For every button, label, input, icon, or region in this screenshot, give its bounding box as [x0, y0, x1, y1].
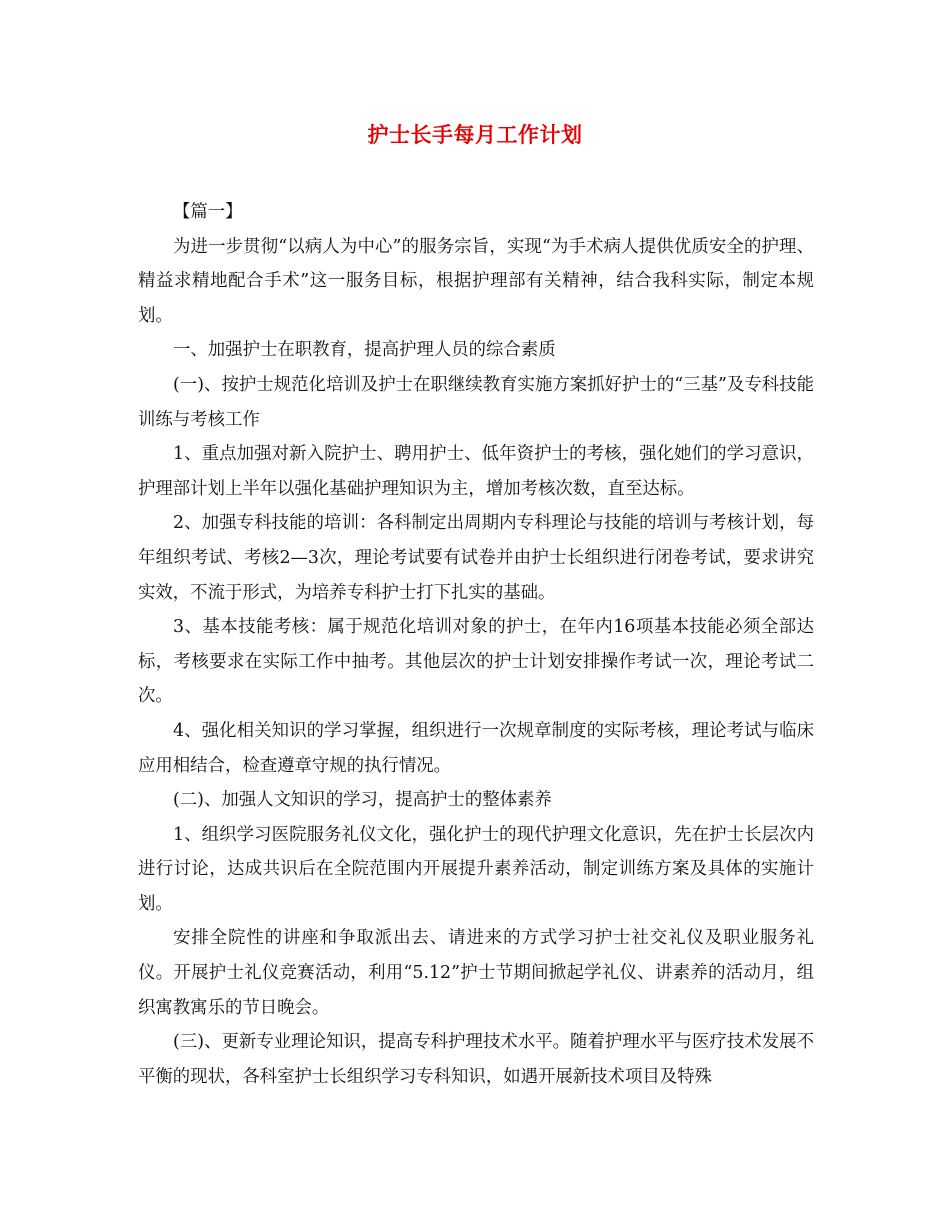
paragraph: (一)、按护士规范化培训及护士在职继续教育实施方案抓好护士的“三基”及专科技能训练与考核工作	[138, 374, 814, 430]
paragraph: 为进一步贯彻“以病人为中心”的服务宗旨，实现“为手术病人提供优质安全的护理、精益求精地配合手术”这一服务目标，根据护理部有关精神，结合我科实际，制定本规划。	[138, 236, 814, 326]
paragraph: 一、加强护士在职教育，提高护理人员的综合素质	[173, 340, 556, 361]
paragraph: (二)、加强人文知识的学习，提高护士的整体素养	[173, 790, 552, 811]
paragraph: 1、重点加强对新入院护士、聘用护士、低年资护士的考核，强化她们的学习意识，护理部计划上半年以强化基础护理知识为主，增加考核次数，直至达标。	[138, 444, 814, 499]
document-title: 护士长手每月工作计划	[367, 122, 583, 147]
paragraph: 3、基本技能考核：属于规范化培训对象的护士，在年内16项基本技能必须全部达标，考核要求在实际工作中抽考。其他层次的护士计划安排操作考试一次，理论考试二次。	[138, 617, 814, 707]
paragraph: 2、加强专科技能的培训：各科制定出周期内专科理论与技能的培训与考核计划，每年组织考试、考核2—3次，理论考试要有试卷并由护士长组织进行闭卷考试，要求讲究实效，不流于形式，为培养专科护士打下扎实的基础。	[138, 513, 814, 603]
document-body	[138, 195, 814, 1094]
paragraph: 1、组织学习医院服务礼仪文化，强化护士的现代护理文化意识，先在护士长层次内进行讨论，达成共识后在全院范围内开展提升素养活动，制定训练方案及具体的实施计划。	[138, 824, 814, 914]
paragraph: (三)、更新专业理论知识，提高专科护理技术水平。随着护理水平与医疗技术发展不平衡的现状，各科室护士长组织学习专科知识，如遇开展新技术项目及特殊	[138, 1032, 814, 1087]
paragraph: 4、强化相关知识的学习掌握，组织进行一次规章制度的实际考核，理论考试与临床应用相结合，检查遵章守规的执行情况。	[138, 720, 814, 776]
section-heading: 【篇一】	[173, 202, 243, 222]
paragraph: 安排全院性的讲座和争取派出去、请进来的方式学习护士社交礼仪及职业服务礼仪。开展护士礼仪竞赛活动，利用“5.12”护士节期间掀起学礼仪、讲素养的活动月，组织寓教寓乐的节日晚会。	[138, 928, 814, 1018]
